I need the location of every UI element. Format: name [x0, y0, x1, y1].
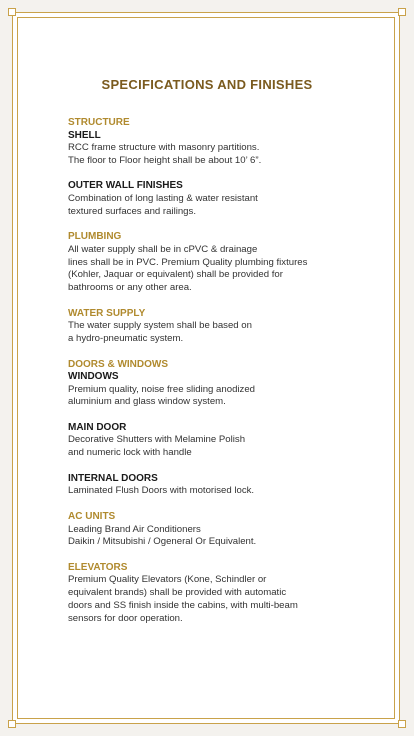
- specs-content: [68, 117, 368, 638]
- section-text: All water supply shall be in cPVC & drainage lines shall be in PVC. Premium Quality plumbing fixtures (Kohler, Jaquar or equivalent) shall be provided for bathrooms or any other area.: [68, 243, 308, 293]
- section-text: Premium quality, noise free sliding anodized aluminium and glass window system.: [68, 383, 255, 408]
- corner-ornament: [8, 720, 16, 728]
- corner-ornament: [398, 720, 406, 728]
- section-ac-units: [68, 511, 368, 549]
- subsection-heading: OUTER WALL FINISHES: [68, 180, 183, 192]
- section-text: RCC frame structure with masonry partitions. The floor to Floor height shall be about 10’ 6”.: [68, 142, 262, 166]
- subsection-heading: MAIN DOOR: [68, 421, 127, 433]
- section-heading: AC UNITS: [68, 511, 116, 523]
- section-heading: STRUCTURE: [68, 117, 130, 128]
- section-elevators: [68, 562, 368, 625]
- subsection-heading: INTERNAL DOORS: [68, 472, 158, 484]
- section-structure: [68, 117, 368, 218]
- section-text: Combination of long lasting & water resistant textured surfaces and railings.: [68, 192, 258, 217]
- corner-ornament: [8, 8, 16, 16]
- section-plumbing: [68, 231, 368, 294]
- section-heading: ELEVATORS: [68, 561, 128, 573]
- page-title: SPECIFICATIONS AND FINISHES: [101, 77, 313, 92]
- subsection-heading: SHELL: [68, 129, 101, 141]
- subsection-heading: WINDOWS: [68, 371, 119, 383]
- corner-ornament: [398, 8, 406, 16]
- section-text: Laminated Flush Doors with motorised lock.: [68, 485, 255, 497]
- section-heading: PLUMBING: [68, 231, 122, 243]
- section-text: Decorative Shutters with Melamine Polish and numeric lock with handle: [68, 434, 246, 459]
- section-text: The water supply system shall be based on a hydro-pneumatic system.: [68, 320, 252, 344]
- section-text: Leading Brand Air Conditioners Daikin / Mitsubishi / Ogeneral Or Equivalent.: [68, 523, 257, 548]
- section-text: Premium Quality Elevators (Kone, Schindler or equivalent brands) shall be provided with automatic doors and SS finish inside the cabins, with multi-beam sensors for door operation.: [68, 574, 298, 624]
- section-water-supply: [68, 308, 368, 346]
- section-doors-windows: [68, 359, 368, 499]
- section-heading: DOORS & WINDOWS: [68, 358, 168, 370]
- section-heading: WATER SUPPLY: [68, 307, 146, 319]
